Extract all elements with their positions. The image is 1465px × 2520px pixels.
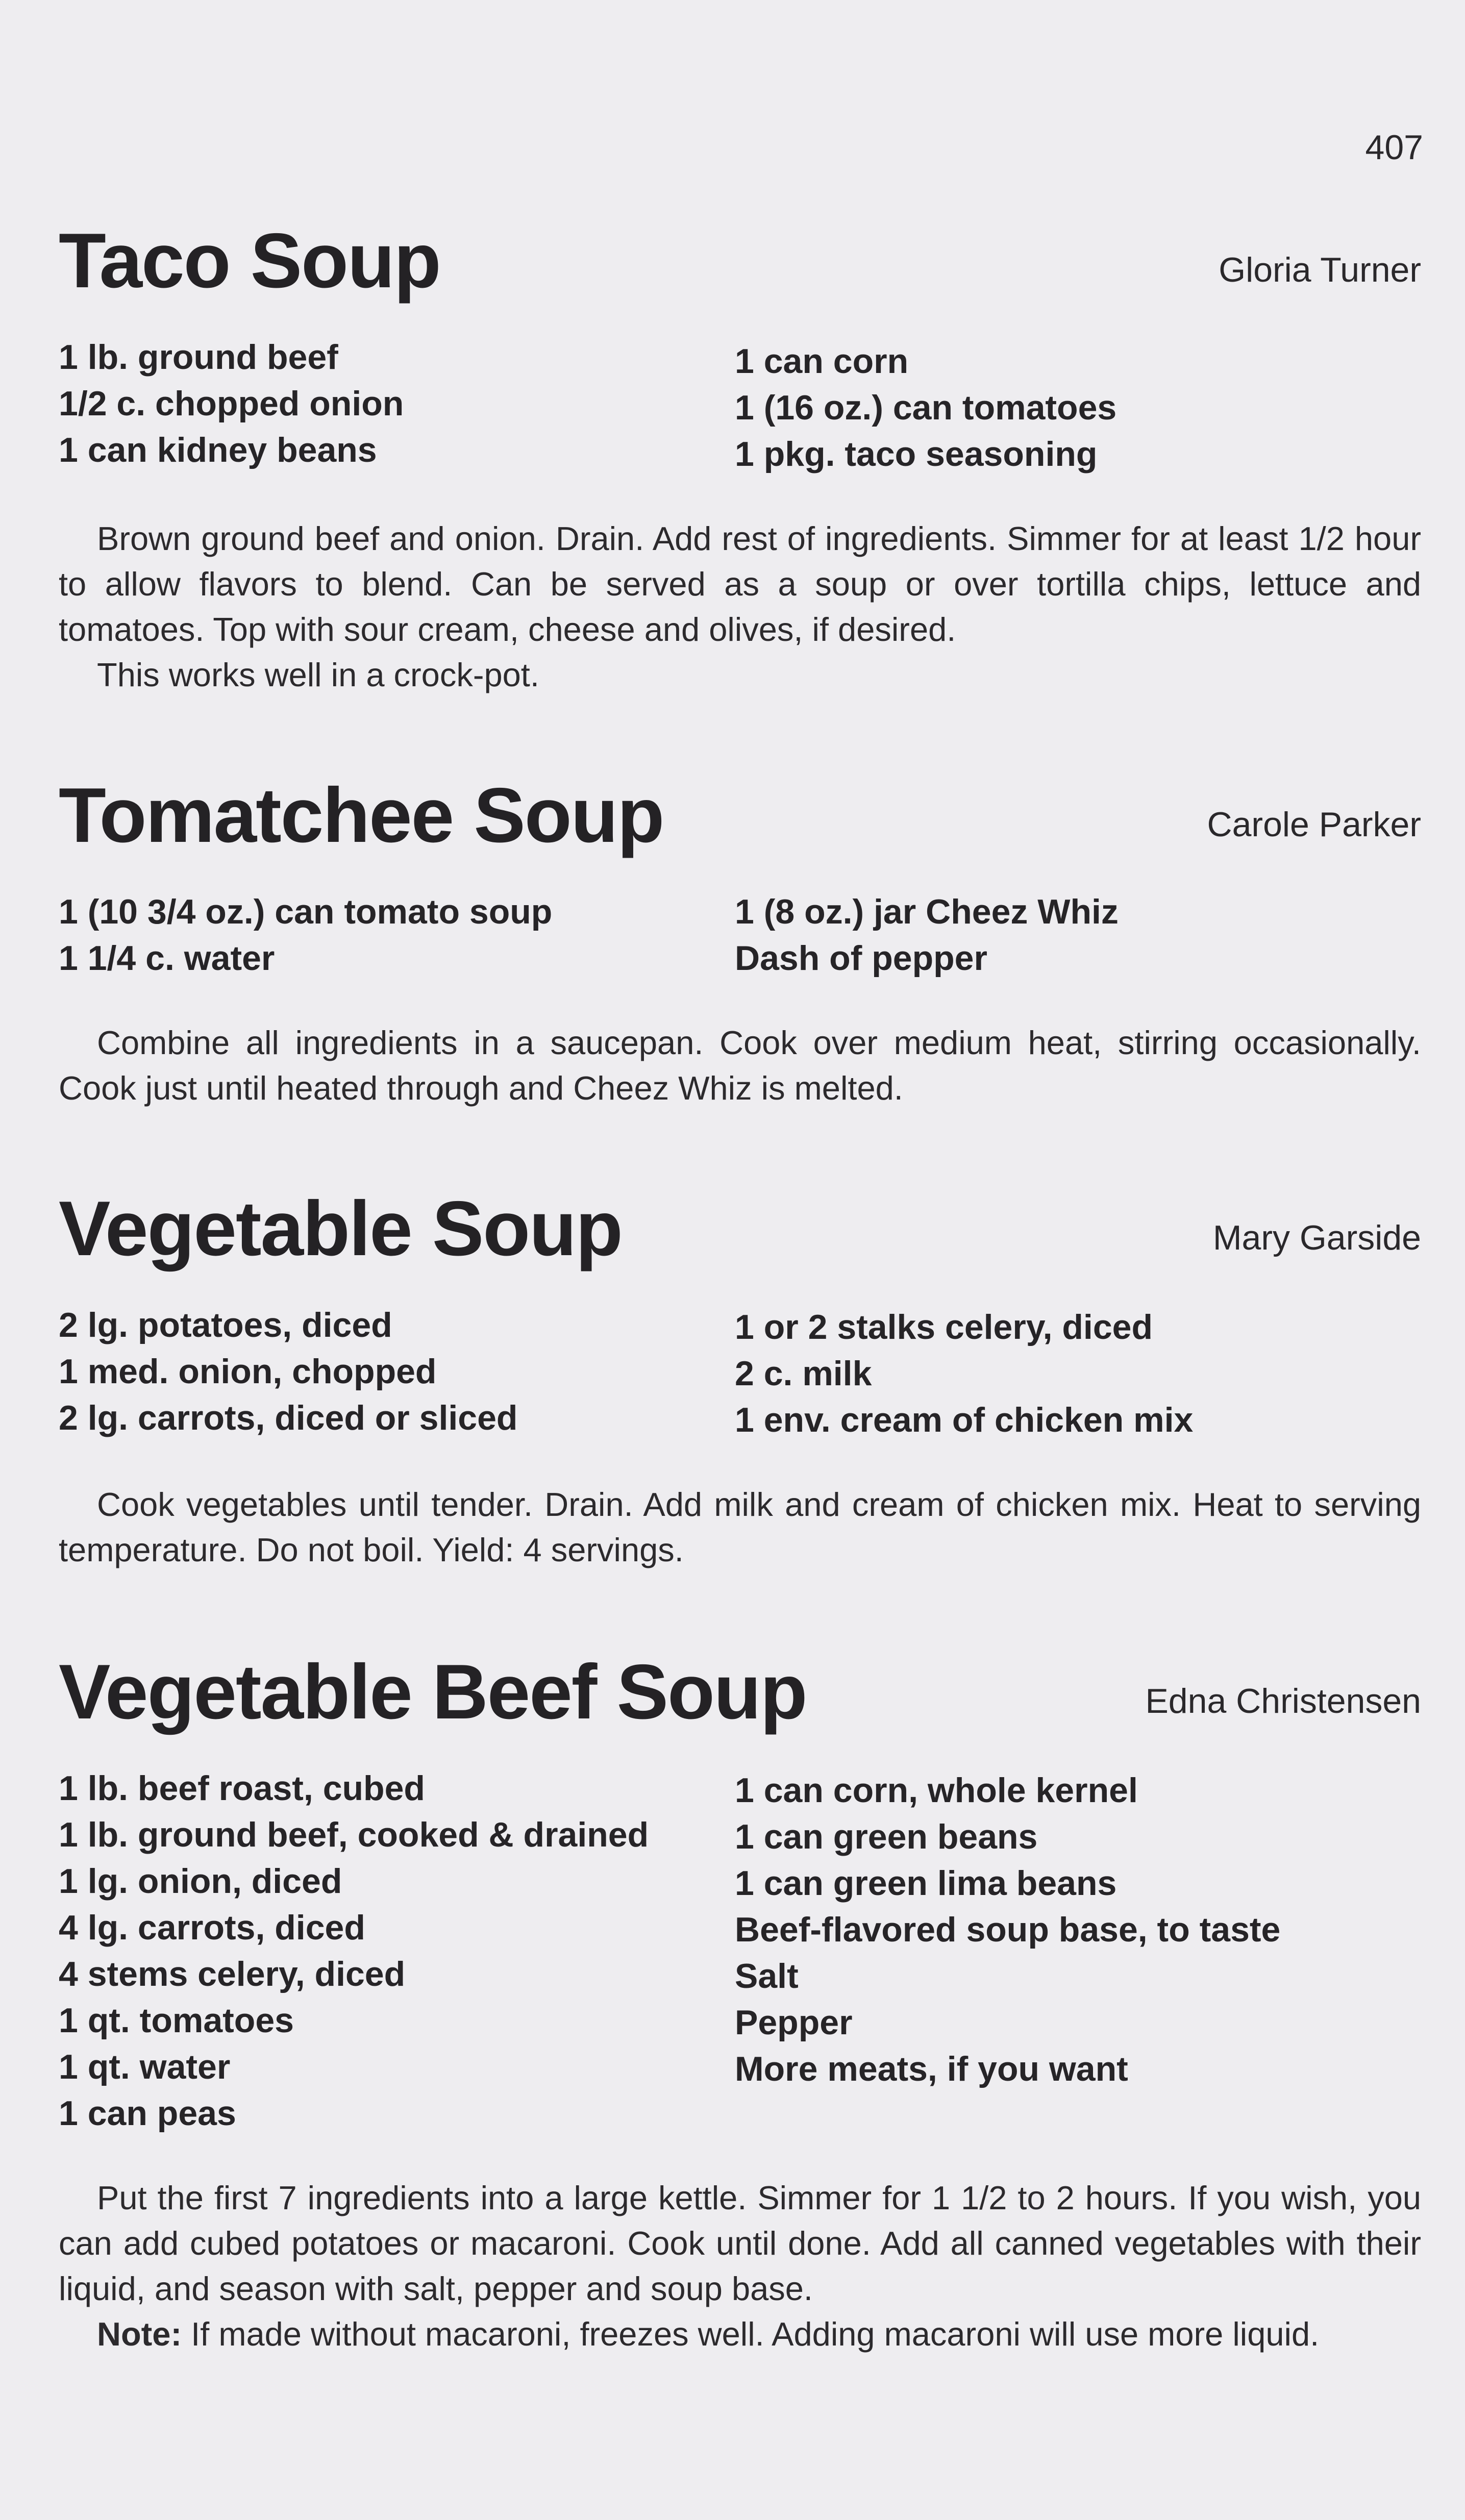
directions-paragraph: This works well in a crock-pot. (97, 656, 539, 693)
ingredients-left-column (59, 1302, 735, 1443)
ingredient-item: Salt (735, 1957, 799, 1995)
recipe-author: Mary Garside (1212, 1218, 1421, 1257)
ingredient-item: 1 lb. ground beef, cooked & drained (59, 1815, 649, 1854)
ingredients-right-column (735, 1765, 1421, 2137)
directions-paragraph: Put the first 7 ingredients into a large kettle. Simmer for 1 1/2 to 2 hours. If you wish, you can add cubed potatoes or macaroni. Cook until done. Add all canned vegetables with their liquid, and season with salt, pepper and soup base. (59, 2179, 1421, 2307)
recipe-header (59, 772, 1421, 874)
recipe-author: Carole Parker (1207, 805, 1421, 844)
ingredient-item: More meats, if you want (735, 2050, 1128, 2088)
recipe-title: Tomatchee Soup (59, 772, 664, 859)
ingredient-item: 1 can kidney beans (59, 431, 377, 469)
ingredient-item: 2 c. milk (735, 1354, 872, 1393)
recipe-directions (59, 2175, 1421, 2357)
recipe-author: Edna Christensen (1145, 1682, 1421, 1720)
ingredient-item: 1 env. cream of chicken mix (735, 1401, 1194, 1439)
ingredients-list (59, 1765, 1421, 2137)
note-paragraph (59, 2311, 1421, 2357)
ingredients-left-column (59, 1765, 735, 2137)
recipe-title: Taco Soup (59, 217, 440, 304)
ingredient-item: 2 lg. potatoes, diced (59, 1306, 392, 1344)
ingredients-left-column (59, 889, 735, 982)
ingredient-item: 1 qt. tomatoes (59, 2001, 294, 2040)
ingredient-item: 1 (16 oz.) can tomatoes (735, 388, 1117, 427)
ingredient-item: 1 can corn (735, 342, 909, 381)
ingredient-item: 2 lg. carrots, diced or sliced (59, 1399, 518, 1437)
ingredients-list (59, 889, 1421, 982)
ingredient-item: 1 qt. water (59, 2048, 231, 2086)
ingredient-item: Dash of pepper (735, 939, 987, 978)
note-label: Note: (97, 2315, 182, 2353)
ingredients-list (59, 1302, 1421, 1443)
ingredient-item: Beef-flavored soup base, to taste (735, 1910, 1281, 1949)
recipe-vegetable-soup (59, 1185, 1421, 1573)
recipe-header (59, 217, 1421, 319)
ingredients-right-column (735, 334, 1421, 478)
ingredients-list (59, 334, 1421, 478)
recipe-title: Vegetable Beef Soup (59, 1649, 807, 1735)
ingredient-item: 1 med. onion, chopped (59, 1352, 437, 1391)
ingredient-item: 1 can peas (59, 2094, 236, 2133)
ingredient-item: 1 lg. onion, diced (59, 1862, 342, 1901)
page-number: 407 (1365, 128, 1423, 167)
directions-paragraph: Combine all ingredients in a saucepan. Cook over medium heat, stirring occasionally. Cook just until heated through and Cheez Whiz is melted. (59, 1024, 1421, 1107)
note-text: If made without macaroni, freezes well. Adding macaroni will use more liquid. (182, 2315, 1320, 2353)
ingredient-item: 4 lg. carrots, diced (59, 1908, 365, 1947)
recipe-directions (59, 1482, 1421, 1573)
recipe-directions (59, 516, 1421, 697)
ingredient-item: 1 can green beans (735, 1817, 1038, 1856)
ingredient-item: 1 can corn, whole kernel (735, 1771, 1138, 1810)
recipe-vegetable-beef-soup (59, 1649, 1421, 2357)
ingredient-item: 1 can green lima beans (735, 1864, 1117, 1903)
ingredient-item: 1 (10 3/4 oz.) can tomato soup (59, 892, 553, 931)
directions-paragraph: Brown ground beef and onion. Drain. Add rest of ingredients. Simmer for at least 1/2 hour to allow flavors to blend. Can be served as a soup or over tortilla chips, lettuce and tomatoes. Top with sour cream, cheese and olives, if desired. (59, 520, 1421, 648)
ingredients-left-column (59, 334, 735, 478)
ingredient-item: 1 lb. ground beef (59, 338, 338, 377)
directions-paragraph: Cook vegetables until tender. Drain. Add milk and cream of chicken mix. Heat to serving temperature. Do not boil. Yield: 4 servings. (59, 1486, 1421, 1568)
recipe-header (59, 1185, 1421, 1287)
ingredient-item: 1 or 2 stalks celery, diced (735, 1308, 1153, 1346)
ingredient-item: 1 1/4 c. water (59, 939, 275, 978)
recipe-tomatchee-soup (59, 772, 1421, 1111)
recipe-header (59, 1649, 1421, 1750)
ingredients-right-column (735, 889, 1421, 982)
recipe-taco-soup (59, 217, 1421, 697)
ingredient-item: 1 pkg. taco seasoning (735, 435, 1098, 473)
ingredients-right-column (735, 1302, 1421, 1443)
recipe-title: Vegetable Soup (59, 1185, 622, 1272)
recipe-directions (59, 1020, 1421, 1111)
ingredient-item: 4 stems celery, diced (59, 1955, 406, 1993)
ingredient-item: Pepper (735, 2003, 853, 2042)
ingredient-item: 1 lb. beef roast, cubed (59, 1769, 425, 1808)
ingredient-item: 1/2 c. chopped onion (59, 384, 404, 423)
recipe-author: Gloria Turner (1219, 251, 1421, 289)
ingredient-item: 1 (8 oz.) jar Cheez Whiz (735, 892, 1119, 931)
